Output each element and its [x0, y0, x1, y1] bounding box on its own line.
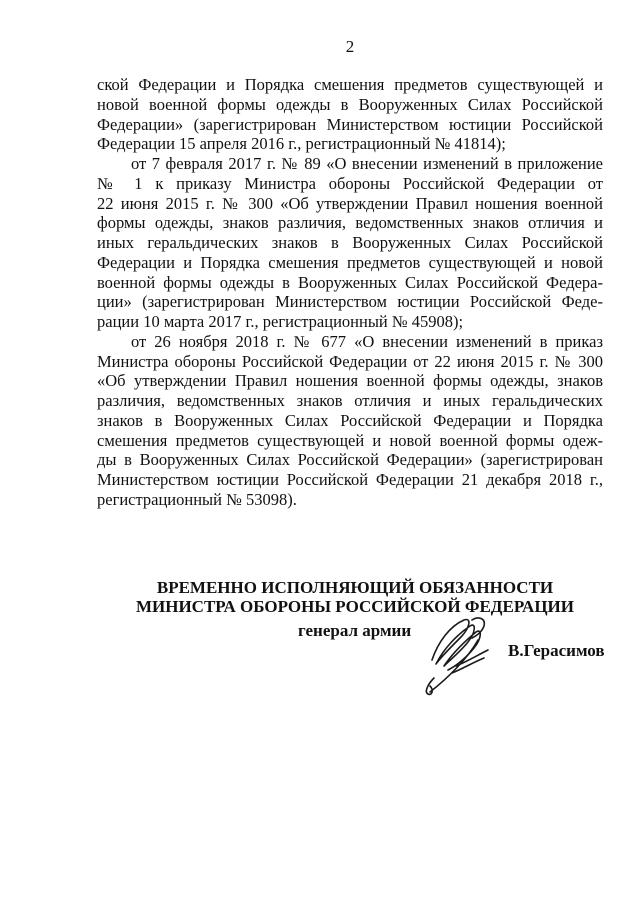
- text-line: военной формы одежды в Вооруженных Силах Российской Федера-: [97, 272, 603, 292]
- paragraph-3: [97, 332, 603, 510]
- text-line: Министра обороны Российской Федерации от 22 июня 2015 г. № 300: [97, 351, 603, 371]
- signatory-title-line-1: ВРЕМЕННО ИСПОЛНЯЮЩИЙ ОБЯЗАННОСТИ: [156, 578, 554, 597]
- page-number: 2: [345, 37, 355, 56]
- text-line: рации 10 марта 2017 г., регистрационный № 45908);: [97, 312, 464, 331]
- text-line: формы одежды, знаков различия, ведомственных знаков отличия и: [97, 213, 603, 233]
- text-line: от 7 февраля 2017 г. № 89 «О внесении изменений в приложение: [131, 154, 603, 173]
- text-line: знаков в Вооруженных Силах Российской Федерации и Порядка: [97, 410, 603, 430]
- text-line: новой военной формы одежды в Вооруженных Силах Российской: [97, 94, 603, 114]
- text-line: ции» (зарегистрирован Министерством юстиции Российской Феде-: [97, 292, 603, 312]
- body-text: [97, 75, 603, 510]
- signatory-title-line-2: МИНИСТРА ОБОРОНЫ РОССИЙСКОЙ ФЕДЕРАЦИИ: [135, 597, 575, 616]
- handwritten-signature: [412, 612, 500, 698]
- text-line: «Об утверждении Правил ношения военной формы одежды, знаков: [97, 371, 603, 391]
- text-line: регистрационный № 53098).: [97, 489, 297, 509]
- text-line: от 26 ноября 2018 г. № 677 «О внесении изменений в приказ: [131, 331, 603, 351]
- text-line: Федерации и Порядка смешения предметов существующей и новой: [97, 252, 603, 272]
- text-line: № 1 к приказу Министра обороны Российской Федерации от: [97, 173, 603, 193]
- text-line: смешения предметов существующей и новой военной формы одеж-: [97, 430, 603, 450]
- signatory-rank: генерал армии: [298, 621, 412, 640]
- text-line: Министерством юстиции Российской Федерации 21 декабря 2018 г.,: [97, 470, 603, 489]
- paragraph-1: [97, 75, 603, 154]
- text-line: иных геральдических знаков в Вооруженных Силах Российской: [97, 233, 603, 252]
- text-line: ской Федерации и Порядка смешения предметов существующей и: [97, 75, 603, 94]
- text-line: ды в Вооруженных Силах Российской Федерации» (зарегистрирован: [97, 450, 603, 470]
- paragraph-2: [97, 154, 603, 332]
- text-line: Федерации 15 апреля 2016 г., регистрационный № 41814);: [97, 134, 506, 154]
- text-line: различия, ведомственных знаков отличия и иных геральдических: [97, 391, 603, 410]
- text-line: Федерации» (зарегистрирован Министерством юстиции Российской: [97, 114, 603, 134]
- signatory-name: В.Герасимов: [508, 641, 605, 660]
- text-line: 22 июня 2015 г. № 300 «Об утверждении Правил ношения военной: [97, 193, 603, 213]
